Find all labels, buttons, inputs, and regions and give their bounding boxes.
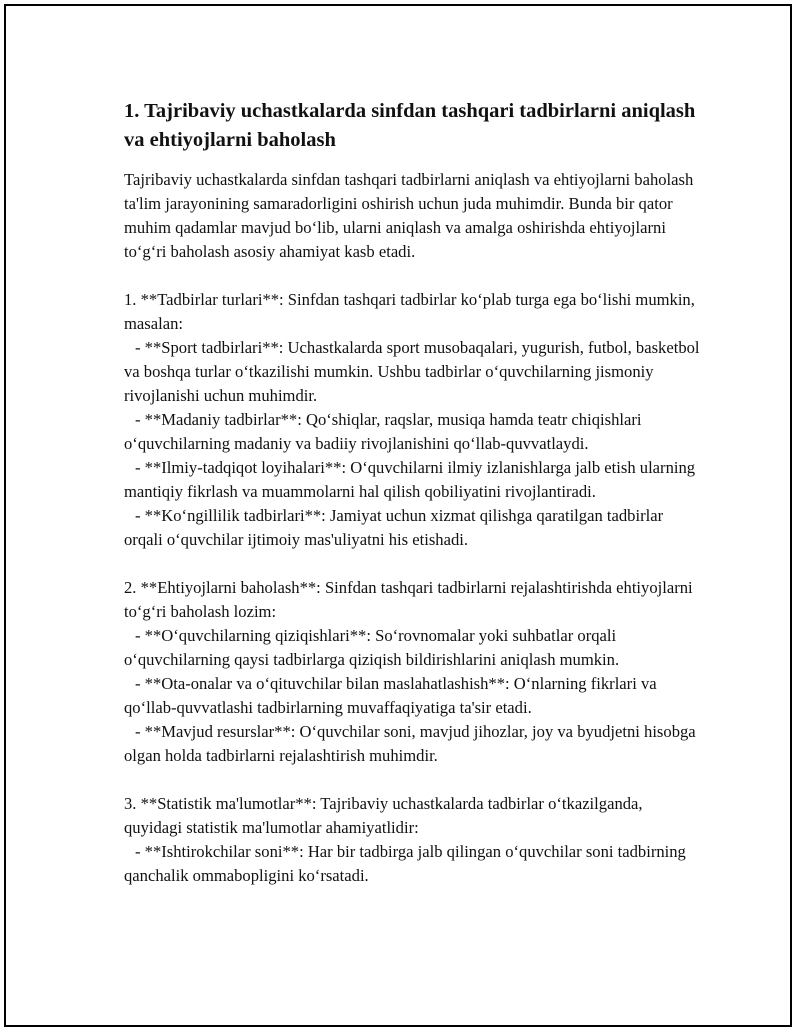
section-heading: 3. **Statistik ma'lumotlar**: Tajribaviy uchastkalarda tadbirlar o‘tkazilganda, quyidagi statistik ma'lumotlar ahamiyatlidir: — [124, 794, 643, 837]
section-statistik-malumotlar — [124, 792, 704, 888]
list-item: - **Ota-onalar va o‘qituvchilar bilan maslahatlashish**: O‘nlarning fikrlari va qo‘llab-quvvatlashi tadbirlarning muvaffaqiyatiga ta'sir etadi. — [124, 674, 657, 717]
list-item: - **Ilmiy-tadqiqot loyihalari**: O‘quvchilarni ilmiy izlanishlarga jalb etish ularning mantiqiy fikrlash va muammolarni hal qilish qobiliyatini rivojlantiradi. — [124, 458, 696, 501]
list-item: - **Ko‘ngillilik tadbirlari**: Jamiyat uchun xizmat qilishga qaratilgan tadbirlar orqali o‘quvchilar ijtimoiy mas'uliyatni his etishadi. — [124, 506, 664, 549]
section-tadbirlar-turlari — [124, 288, 704, 552]
document-body — [119, 97, 704, 912]
list-item: - **Mavjud resurslar**: O‘quvchilar soni, mavjud jihozlar, joy va byudjetni hisobga olgan holda tadbirlarni rejalashtirish muhimdir. — [124, 722, 696, 765]
list-item: - **O‘quvchilarning qiziqishlari**: So‘rovnomalar yoki suhbatlar orqali o‘quvchilarning qaysi tadbirlarga qiziqish bildirishlarini aniqlash mumkin. — [124, 626, 620, 669]
list-item: - **Madaniy tadbirlar**: Qo‘shiqlar, raqslar, musiqa hamda teatr chiqishlari o‘quvchilarning madaniy va badiiy rivojlanishini qo‘llab-quvvatlaydi. — [124, 410, 642, 453]
section-ehtiyojlarni-baholash — [124, 576, 704, 768]
list-item: - **Sport tadbirlari**: Uchastkalarda sport musobaqalari, yugurish, futbol, basketbol va boshqa turlar o‘tkazilishi mumkin. Ushbu tadbirlar o‘quvchilarning jismoniy rivojlanishi uchun muhimdir. — [124, 338, 700, 405]
page-frame — [4, 4, 792, 1027]
intro-paragraph: Tajribaviy uchastkalarda sinfdan tashqari tadbirlarni aniqlash va ehtiyojlarni baholash ta'lim jarayonining samaradorligini oshirish uchun juda muhimdir. Bunda bir qator muhim qadamlar mavjud bo‘lib, ularni aniqlash va amalga oshirishda ehtiyojlarni to‘g‘ri baholash asosiy ahamiyat kasb etadi. — [124, 170, 694, 261]
section-heading: 2. **Ehtiyojlarni baholash**: Sinfdan tashqari tadbirlarni rejalashtirishda ehtiyojlarni to‘g‘ri baholash lozim: — [124, 578, 693, 621]
section-heading: 1. **Tadbirlar turlari**: Sinfdan tashqari tadbirlar ko‘plab turga ega bo‘lishi mumkin, masalan: — [124, 290, 695, 333]
list-item: - **Ishtirokchilar soni**: Har bir tadbirga jalb qilingan o‘quvchilar soni tadbirning qanchalik ommabopligini ko‘rsatadi. — [124, 842, 686, 885]
page-title: 1. Tajribaviy uchastkalarda sinfdan tashqari tadbirlarni aniqlash va ehtiyojlarni baholash — [124, 100, 696, 151]
